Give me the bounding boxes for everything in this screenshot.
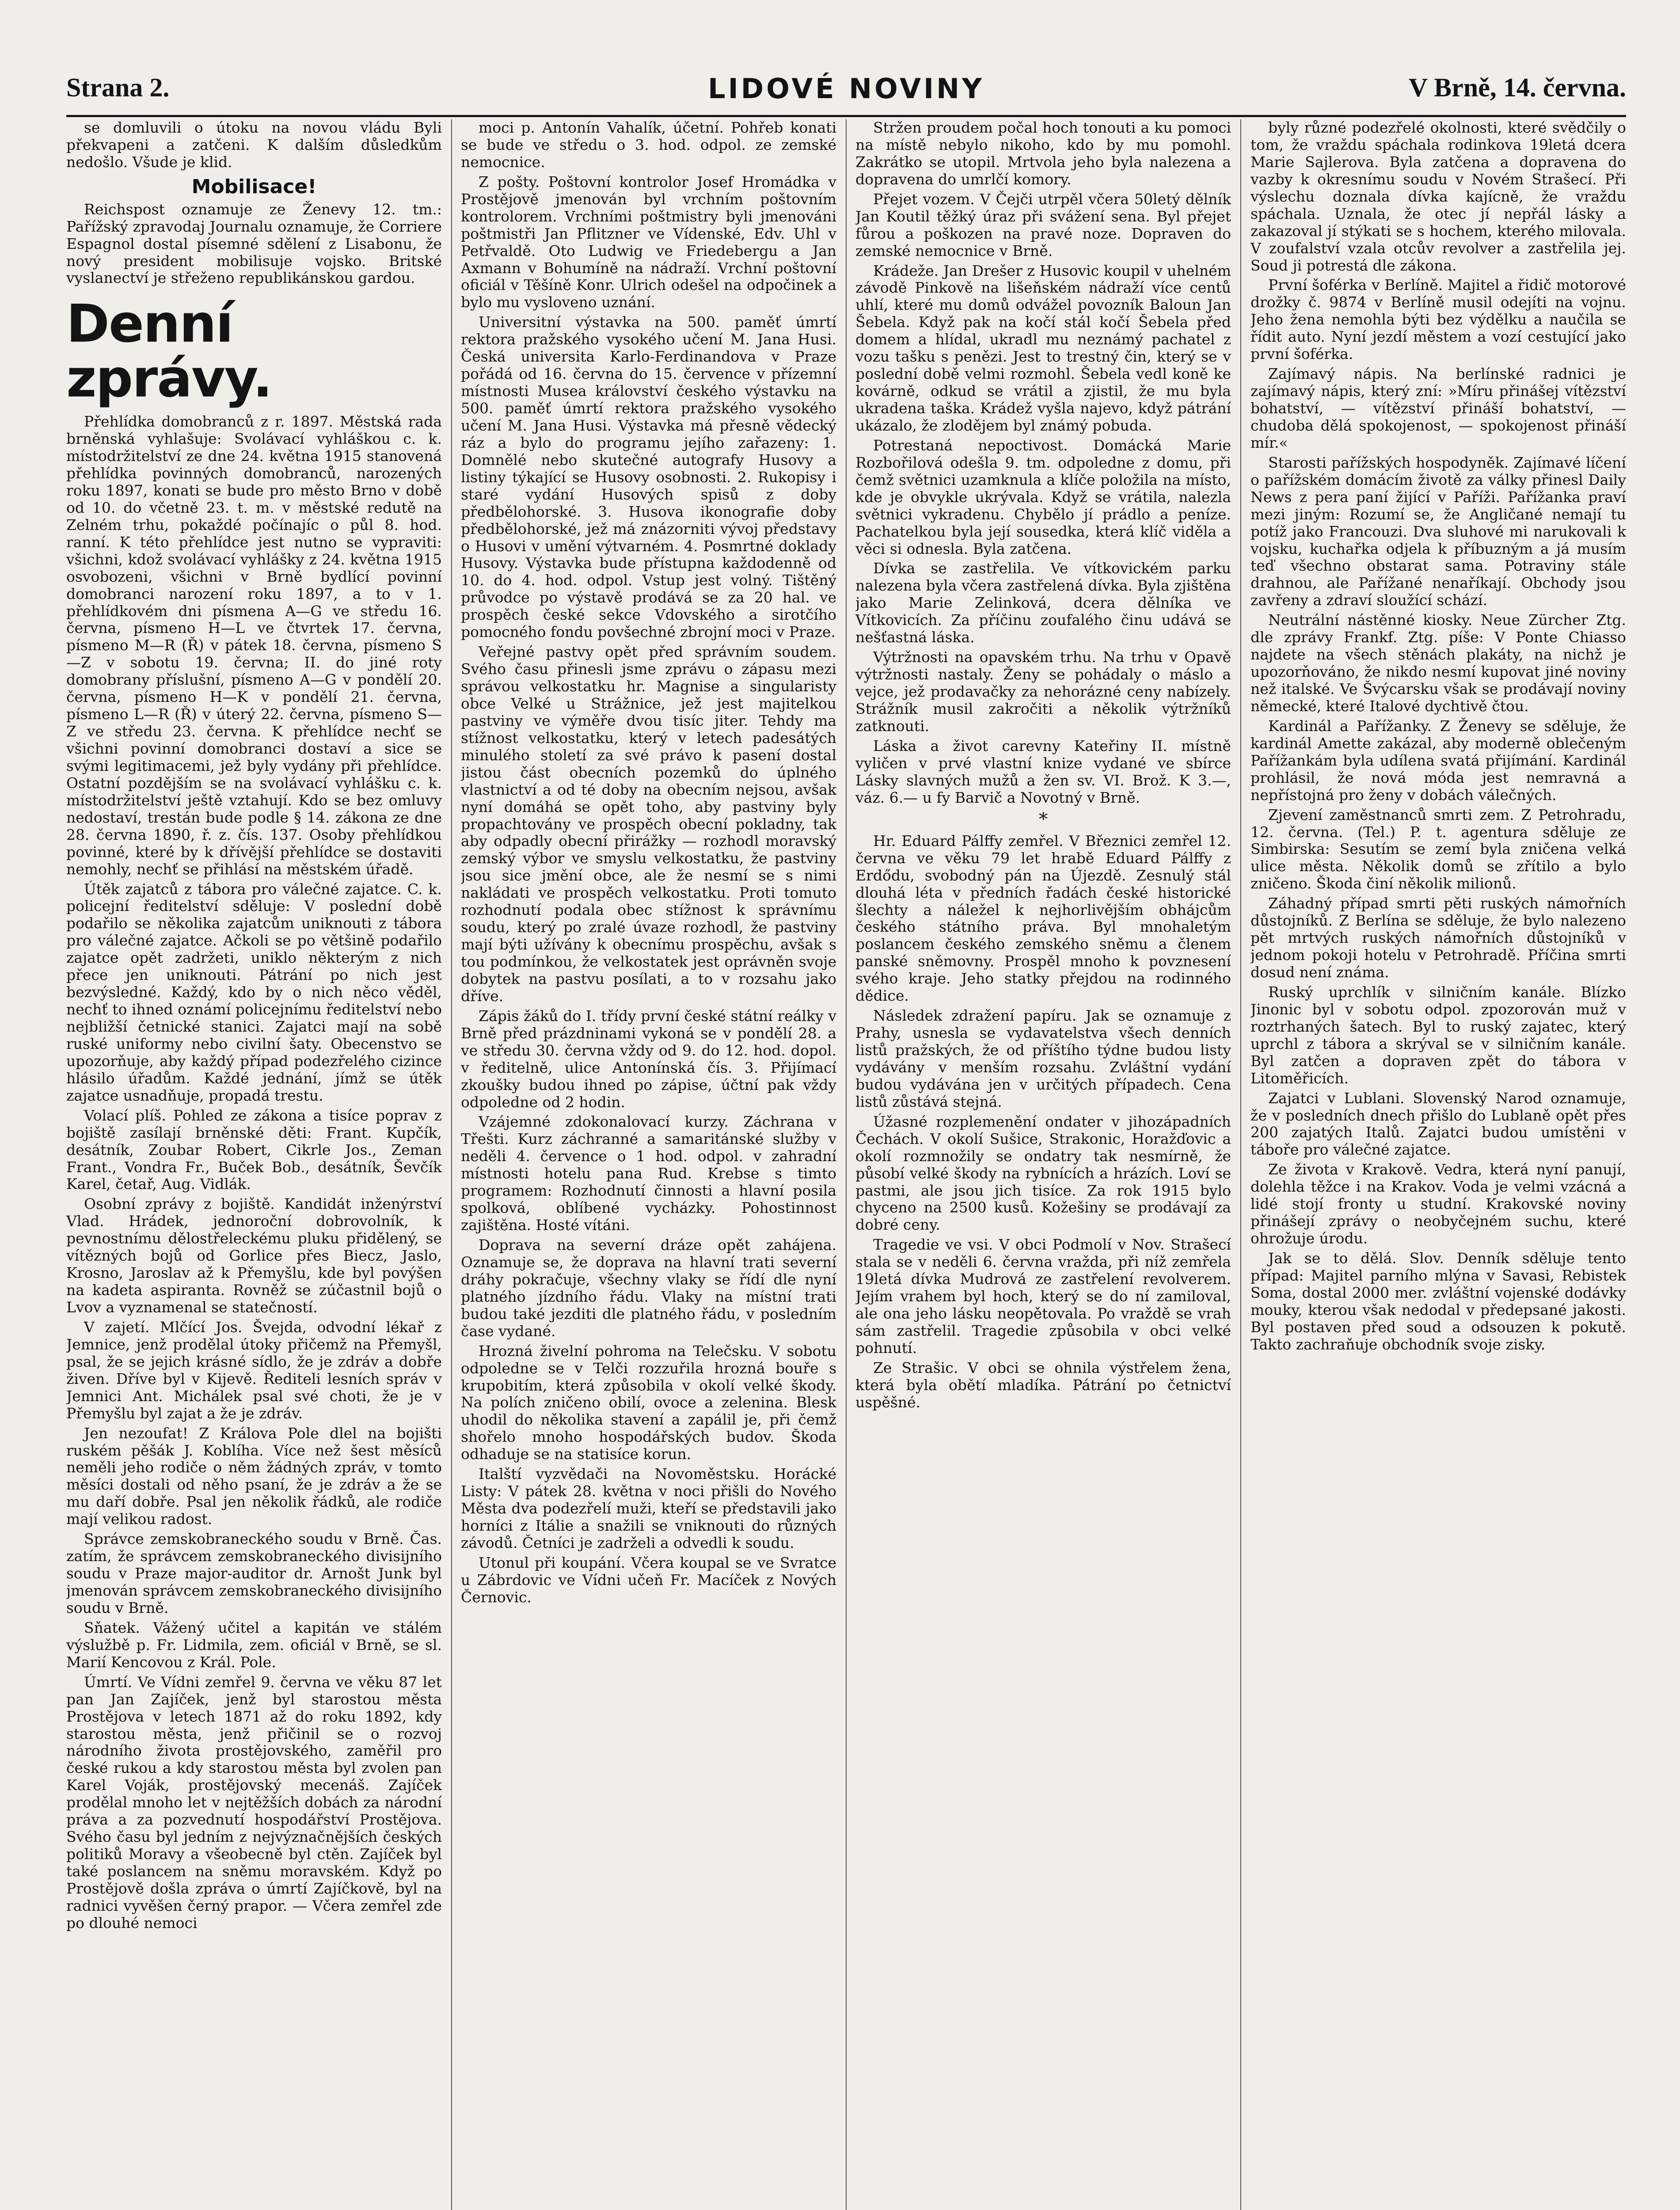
article-text: Zjevení zaměstnanců smrti zem. Z Petrohradu, 12. června. (Tel.) P. t. agentura sděluje ze Simbirska: Sesutím se zemí byla zničena velká ulice města. Několik domů se zřítilo a bylo zničeno. Škoda činí několik milionů.	[1250, 806, 1626, 892]
section-headline: Denní zprávy.	[66, 293, 272, 409]
article-text: Starosti pařížských hospodyněk. Zajímavé líčení o pařížském domácím životě za války přinesl Daily News z pera paní žijící v Paříži. Pařížanka praví mezi jiným: Rozumí se, že Angličané nemají tu potíž jako Francouzi. Dva sluhové mi narukovali k vojsku, kuchařka odjela k příbuzným a já musím teď všechno obstarat sama. Potraviny stále drahnou, ale Pařížané nenaříkají. Obchody jsou zavřeny a zdraví sloužící schází.	[1250, 453, 1626, 609]
article-text: Italští vyzvědači na Novoměstsku. Horácké Listy: V pátek 28. května v noci přišli do Nového Města dva podezřelí muži, kteří se představili jako horníci z Itálie a snažili se vniknouti do různých závodů. Četníci je zadrželi a odvedli k soudu.	[461, 1465, 836, 1551]
article-text: Veřejné pastvy opět před správním soudem. Svého času přinesli jsme zprávu o zápasu mezi správou velkostatku hr. Magnise a singularisty obce Velké u Strážnice, jež jest majitelkou pastviny ve výměře dvou tisíc jiter. Tehdy ma stížnost velkostatku, který v letech padesátých minulého století za své právo k pasení dostal jistou část obecních pozemků do úplného vlastnictví a od té doby na obecním nejsou, avšak nyní domáhá se opět toho, aby pastviny byly propachtovány ve prospěch obecní pokladny, tak aby odpadly obecní přirážky — rozhodl moravský zemský výbor ve smyslu velkostatku, že pastviny jsou sice jmění obce, ale že nesmí se s nimi nakládati ve prospěch velkostatku. Proti tomuto rozhodnutí podala obec stížnost k správnímu soudu, který po zralé úvaze rozhodl, že pastviny mají býti užívány k obecnímu prospěchu, avšak s tou podmínkou, že velkostatek jest oprávněn svoje dobytek na pastvu posílati, a to v rozsahu jako dříve.	[461, 643, 836, 1005]
article-text: Správce zemskobraneckého soudu v Brně. Čas. zatím, že správcem zemskobraneckého divisijního soudu v Praze major-auditor dr. Arnošt Junk byl jmenován správcem zemskobraneckého divisijního soudu v Brně.	[66, 1530, 442, 1616]
article-text: Ze Strašic. V obci se ohnila výstřelem žena, která byla obětí mladíka. Pátrání po četnictví uspěšné.	[855, 1359, 1231, 1411]
article-text: Jak se to dělá. Slov. Denník sděluje tento případ: Majitel parního mlýna v Savasi, Rebistek Soma, dostal 2000 mer. zvláštní vojenské dodávky mouky, kterou však nedodal v předepsané jakosti. Byl postaven před soud a odsouzen k pokutě. Takto zachraňuje obchodník svoje zisky.	[1250, 1250, 1626, 1353]
article-text: Zajímavý nápis. Na berlínské radnici je zajímavý nápis, který zní: »Míru přinášej vítězství bohatství, — vítězství přináší bohatství, — chudoba dělá spokojenost, — spokojenost přináší mír.«	[1250, 365, 1626, 451]
article-text: První šoférka v Berlíně. Majitel a řidič motorové drožky č. 9874 v Berlíně musil odejíti na vojnu. Jeho žena nemohla býti bez výdělku a naučila se řídit auto. Nyní jezdí městem a vozí cestující jako první šoférka.	[1250, 276, 1626, 363]
article-text: Universitní výstavka na 500. paměť úmrtí rektora pražského vysokého učení M. Jana Husi. Česká universita Karlo-Ferdinandova v Praze pořádá od 16. června do 15. července v přízemní místnosti Musea království českého výstavku na 500. paměť úmrtí rektora pražského vysokého učení M. Jana Husi. Výstavka má přesně vědecký ráz a bylo do programu jejího zařazeny: 1. Domnělé nebo skutečné autografy Husovy a listiny týkající se Husovy osobnosti. 2. Rukopisy i staré vydání Husových spisů z doby předbělohorské. 3. Husova ikonografie doby předbělohorské, jež má znázorniti vývoj představy o Husovi v umění výtvarném. 4. Posmrtné doklady Husovy. Výstavka bude přístupna každodenně od 10. do 4. hod. odpol. Vstup jest volný. Tištěný průvodce po výstavě prodává se za 20 hal. ve prospěch české sekce Vdovského a sirotčího pomocného fondu povšechné zbrojní moci v Praze.	[461, 313, 836, 641]
article-text: Reichspost oznamuje ze Ženevy 12. tm.: Pařížský zpravodaj Journalu oznamuje, že Corriere Espagnol dostal písemné sdělení z Lisabonu, že nový president mobilisuje vojsko. Britské vyslanectví je střeženo republikánskou gardou.	[66, 200, 442, 287]
column-divider	[1240, 119, 1241, 2210]
article-text: Utonul při koupání. Včera koupal se ve Svratce u Zábrdovic ve Vídni učeň Fr. Macíček z Nových Černovic.	[461, 1554, 836, 1606]
article-text: Úmrtí. Ve Vídni zemřel 9. června ve věku 87 let pan Jan Zajíček, jenž byl starostou města Prostějova v letech 1871 až do roku 1892, kdy starostou města, jenž přičinil se o rozvoj národního života prostějovského, zaměřil pro české rukou a kdy starostou města byl zvolen pan Karel Voják, prostějovský mecenáš. Zajíček prodělal mnoho let v nejtěžších dobách za národní práva a za pozvednutí hospodářství Prostějova. Svého času byl jedním z nejvýznačnějších českých politiků Moravy a všeobecně byl ctěn. Zajíček byl také poslancem na sněmu moravském. Když po Prostějově došla zpráva o úmrtí Zajíčkově, byl na radnici vyvěšen černý prapor. — Včera zemřel zde po dlouhé nemoci	[66, 1673, 442, 1932]
columns	[66, 119, 1626, 2210]
article-text: Volací plíš. Pohled ze zákona a tisíce poprav z bojiště zasílají brněnské děti: Frant. Kupčík, desátník, Zoubar Robert, Cikrle Jos., Zeman Frant., Vondra Fr., Buček Bob., desátník, Ševčík Karel, četař, Aug. Vidlák.	[66, 1106, 442, 1193]
article-text: Jen nezoufat! Z Králova Pole dlel na bojišti ruském pěšák J. Koblíha. Více než šest měsíců neměli jeho rodiče o něm žádných zpráv, v tomto měsíci dostali od něho psaní, že je zdráv a že se mu daří dobře. Psal jen několik řádků, ale rodiče mají velikou radost.	[66, 1424, 442, 1528]
article-text: Stržen proudem počal hoch tonouti a ku pomoci na místě nebylo nikoho, kdo by mu pomohl. Zakrátko se utopil. Mrtvola jeho byla nalezena a dopravena do umrlčí komory.	[855, 119, 1231, 188]
article-text: Láska a život carevny Kateřiny II. místně vyličen v prvé vlastní knize vydané ve sbírce Lásky slavných mužů a žen sv. VI. Brož. K 3.—, váz. 6.— u fy Barvič a Novotný v Brně.	[855, 737, 1231, 806]
column-4	[1250, 119, 1626, 2210]
article-text: Potrestaná nepoctivost. Domácká Marie Rozbořilová odešla 9. tm. odpoledne z domu, při čemž světnici uzamknula a klíče položila na místo, kde je obvykle ukrývala. Když se vrátila, nalezla světnici vykradenu. Chybělo jí prádlo a peníze. Pachatelkou byla její sousedka, která klíč viděla a věci si odnesla. Byla zatčena.	[855, 436, 1231, 557]
article-text: Krádeže. Jan Drešer z Husovic koupil v uhelném závodě Pinkově na lišeňském nádraží více centů uhlí, které mu domů odvážel povozník Baloun Jan Šebela. Když pak na kočí stál kočí Šebela před domem a hlídal, ukradl mu neznámý pachatel z vozu tašku s penězi. Jest to trestný čin, který se v poslední době velmi rozmohl. Šebela vedl koně ke kovárně, odkud se vrátil a zjistil, že mu byla ukradena taška. Krádež vyšla najevo, když pátrání ukázalo, že zlodějem byl známý pobuda.	[855, 262, 1231, 434]
column-divider	[451, 119, 452, 2210]
article-text: Zajatci v Lublani. Slovenský Narod oznamuje, že v posledních dnech přišlo do Lublaně opět přes 200 zajatých Italů. Zajatci budou umístěni v táboře pro válečné zajatce.	[1250, 1089, 1626, 1158]
article-text: Výtržnosti na opavském trhu. Na trhu v Opavě výtržnosti nastaly. Ženy se pohádaly o máslo a vejce, jež prodavačky za nehorázné ceny nabízely. Strážník musil zakročiti a několik výtržníků zatknouti.	[855, 648, 1231, 735]
article-text: Z pošty. Poštovní kontrolor Josef Hromádka v Prostějově jmenován byl vrchním poštovním kontrolorem. Vrchními poštmistry byli jmenováni poštmistři Jan Pflitzner ve Vídenské, Edv. Uhl v Petřvaldě. Oto Ludwig ve Friedebergu a Jan Axmann v Bohumíně na nádraží. Vrchní poštovní oficiál v Těšíně Konr. Ulrich odešel na odpočinek a bylo mu vysloveno uznání.	[461, 173, 836, 311]
article-text: Kardinál a Pařížanky. Z Ženevy se sděluje, že kardinál Amette zakázal, aby moderně oblečeným Pařížankám byla udílena svatá přijímání. Kardinál prohlásil, že nová móda jest nemravná a nepřístojná pro ženy v dobách válečných.	[1250, 717, 1626, 804]
column-1	[66, 119, 442, 2210]
article-text: Neutrální nástěnné kiosky. Neue Zürcher Ztg. dle zprávy Frankf. Ztg. píše: V Ponte Chiasso najdete na všech stěnách plakáty, na nichž je upozorňováno, že nikdo nesmí kupovat jiné noviny než italské. Ve Švýcarsku však se prodávají noviny německé, které Italové dychtivě čtou.	[1250, 611, 1626, 715]
column-3	[855, 119, 1231, 2210]
article-text: Ze života v Krakově. Vedra, která nyní panují, dolehla těžce i na Krakov. Voda je velmi vzácná a lidé stojí fronty u studní. Krakovské noviny přinášejí zprávy o neobyčejném suchu, které ohrožuje úrodu.	[1250, 1161, 1626, 1247]
article-text: Ruský uprchlík v silničním kanále. Blízko Jinonic byl v sobotu odpol. zpozorován muž v roztrhaných šatech. Byl to ruský zajatec, který uprchl z tábora a skrýval se v silničním kanále. Byl zatčen a dopraven zpět do tábora v Litoměřicích.	[1250, 983, 1626, 1087]
article-text: se domluvili o útoku na novou vládu Byli překvapeni a zatčeni. K dalším důsledkům nedošlo. Všude je klid.	[66, 119, 442, 171]
article-text: Dívka se zastřelila. Ve vítkovickém parku nalezena byla včera zastřelená dívka. Byla zjištěna jako Marie Zelinková, dcera dělníka ve Vítkovicích. Za příčinu zoufalého činu udává se nešťastná láska.	[855, 560, 1231, 646]
section-heading: Mobilisace!	[191, 175, 317, 198]
article-text: Následek zdražení papíru. Jak se oznamuje z Prahy, usnesla se vydavatelstva všech denních listů pražských, že od příštího týdne budou listy vydávány v menším rozsahu. Zvláštní vydání budou vydávána jen v určitých případech. Cena listů zůstává stejná.	[855, 1007, 1231, 1110]
article-text: Hrozná živelní pohroma na Telečsku. V sobotu odpoledne se v Telči rozzuřila hrozná bouře s krupobitím, která způsobila v okolí velké škody. Na polích zničeno obilí, ovoce a zelenina. Blesk uhodil do několika stavení a zapálil je, při čemž shořelo mnoho hospodářských budov. Škoda odhaduje se na statisíce korun.	[461, 1342, 836, 1463]
article-text: Vzájemné zdokonalovací kurzy. Záchrana v Třešti. Kurz záchranné a samaritánské služby v neděli 4. července o 1 hod. odpol. v zahradní místnosti hotelu pana Rud. Krebse s timto programem: Rozhodnutí činnosti a hlavní posila spolková, oblíbené vycházky. Pohostinnost zajištěna. Hosté vítáni.	[461, 1113, 836, 1234]
article-text: Záhadný případ smrti pěti ruských námořních důstojníků. Z Berlína se sděluje, že bylo nalezeno pět mrtvých ruských námořních důstojníků v jednom pokoji hotelu v Petrohradě. Příčina smrti dosud není známa.	[1250, 895, 1626, 981]
asterisk-divider: *	[1039, 809, 1048, 830]
article-text: Úžasné rozplemenění ondater v jihozápadních Čechách. V okolí Sušice, Strakonic, Horažďovic a okolí rozmnožily se ondatry tak nesmírně, že působí velké škody na rybnících a hrázích. Loví se pastmi, ale jsou jich tisíce. Za rok 1915 bylo chyceno na 2500 kusů. Kožešiny se prodávají za dobré ceny.	[855, 1113, 1231, 1234]
article-text: Zápis žáků do I. třídy první české státní reálky v Brně před prázdninami vykoná se v pondělí 28. a ve středu 30. června vždy od 9. do 12. hod. dopol. v ředitelně, ulice Antonínská čís. 3. Přijímací zkoušky budou ihned po zápise, účtní pak vždy odpoledne od 2 hodin.	[461, 1007, 836, 1111]
article-text: byly různé podezřelé okolnosti, které svědčily o tom, že vraždu spáchala rodinkova 19letá dcera Marie Sajlerova. Byla zatčena a dopravena do vazby k okresnímu soudu v Novém Strašecí. Při výslechu doznala dívka kajícně, že vraždu spáchala. Uznala, že otec jí nepřál lásky a zakazoval jí stýkati se s hochem, kterého milovala. V zoufalství vzala otcův revolver a zastřelila jej. Soud ji potrestá dle zákona.	[1250, 119, 1626, 274]
article-text: Sňatek. Vážený učitel a kapitán ve stálém výslužbě p. Fr. Lidmila, zem. oficiál v Brně, se sl. Marií Kencovou z Král. Pole.	[66, 1619, 442, 1671]
article-text: Útěk zajatců z tábora pro válečné zajatce. C. k. policejní ředitelství sděluje: V poslední době podařilo se několika zajatcům uniknouti z tábora pro válečné zajatce. Ačkoli se po většině podařilo zajatce opět zadržeti, uniklo některým z nich přece jen uniknouti. Pátrání po nich jest bezvýsledné. Každý, kdo by o nich něco věděl, nechť to ihned oznámí policejnímu ředitelství nebo nejbližší četnické stanici. Zajatci mají na sobě ruské uniformy nebo civilní šaty. Obecenstvo se upozorňuje, aby každý případ podezřelého cizince hlásilo úřadům. Každé jednání, jímž se útěk zajatce usnadňuje, propadá trestu.	[66, 880, 442, 1104]
article-text: Doprava na severní dráze opět zahájena. Oznamuje se, že doprava na hlavní trati severní dráhy pokračuje, všechny vlaky se řídí dle nyní platného jízdního řádu. Vlaky na místní trati budou také jezditi dle platného řádu, v posledním čase vydané.	[461, 1236, 836, 1340]
issue-date: V Brně, 14. června.	[1408, 73, 1626, 102]
article-text: Osobní zprávy z bojiště. Kandidát inženýrství Vlad. Hrádek, jednoroční dobrovolník, k pevnostnímu dělostřeleckému pluku přidělený, se vítězných bojů od Gorlice přes Biecz, Jaslo, Krosno, Jaroslav až k Přemyšlu, kde byl povýšen na kadeta aspiranta. Rovněž se zúčastnil bojů o Lvov a vyznamenal se statečností.	[66, 1195, 442, 1316]
page-number: Strana 2.	[66, 73, 170, 102]
article-text: Tragedie ve vsi. V obci Podmolí v Nov. Strašecí stala se v neděli 6. června vražda, při níž zemřela 19letá dívka Mudrová ze zastřelení revolverem. Jejím vrahem byl hoch, který se do ní zamiloval, ale ona jeho lásku neopětovala. Po vraždě se vrah sám zastřelil. Tragedie způsobila v obci velké pohnutí.	[855, 1236, 1231, 1356]
article-text: moci p. Antonín Vahalík, účetní. Pohřeb konati se bude ve středu o 3. hod. odpol. ze zemské nemocnice.	[461, 119, 836, 171]
column-divider	[846, 119, 847, 2210]
article-text: V zajetí. Mlčící Jos. Švejda, odvodní lékař z Jemnice, jenž prodělal útoky přičemž na Přemyšl, psal, že se jejich krásné sídlo, že je zdráv a dobře živen. Dříve byl v Kijevě. Řediteli lesních správ v Jemnici Ant. Michálek psal své choti, že je v Přemyšlu byl zajat a že je zdráv.	[66, 1318, 442, 1422]
masthead	[66, 66, 1626, 117]
article-text: Přehlídka domobranců z r. 1897. Městská rada brněnská vyhlašuje: Svolávací vyhláškou c. k. místodržitelství ze dne 24. května 1915 stanovená přehlídka povinných domobranců, narozených roku 1897, konati se bude pro město Brno v době od 10. do včetně 23. t. m. v městské redutě na Zelném trhu, pokaždé počínajíc o půl 8. hod. ranní. K této přehlídce jest nutno se vypraviti: všichni, kdož svolávací vyhlášky z 24. května 1915 osvobozeni, všichni v Brně bydlící povinní domobranci narození roku 1897, a to v 1. přehlídkovém dni písmena A—G ve středu 16. června, písmeno H—L ve čtvrtek 17. června, písmeno M—R (Ř) v pátek 18. června, písmeno S—Z v sobotu 19. června; II. do jiné roty domobrany příslušní, písmeno A—G v pondělí 20. června, písmeno H—K v pondělí 21. června, písmeno L—R (Ř) v úterý 22. června, písmeno S—Z ve středu 23. června. K přehlídce nechť se všichni povinní domobranci dostaví a sice se svými legitimacemi, jež byly vydány při přehlídce. Ostatní pozdějším se na svolávací vyhlášku c. k. místodržitelství ještě vztahují. Kdo se bez omluvy nedostaví, trestán bude podle § 14. zákona ze dne 28. června 1890, ř. z. čís. 137. Osoby přehlídkou povinné, které by k dřívější přehlídce se dostaviti nemohly, nechť se přihlásí na městském úřadě.	[66, 413, 442, 878]
article-text: Přejet vozem. V Čejči utrpěl včera 50letý dělník Jan Koutil těžký úraz při svážení sena. Byl přejet fůrou a poškozen na pravé noze. Dopraven do zemské nemocnice v Brně.	[855, 190, 1231, 259]
newspaper-title: LIDOVÉ NOVINY	[708, 72, 984, 105]
column-2	[461, 119, 836, 2210]
article-text: Hr. Eduard Pálffy zemřel. V Březnici zemřel 12. června ve věku 79 let hrabě Eduard Pálffy z Erdődu, svobodný pán na Újezdě. Zesnulý stál dlouhá léta v předních řadách české historické šlechty a náležel k nejhorlivějším obhájcům českého státního práva. Byl mnohaletým poslancem českého zemského sněmu a členem panské sněmovny. Prospěl mnoho k povznesení svého kraje. Jeho statky přejdou na rodinného dědice.	[855, 832, 1231, 1005]
